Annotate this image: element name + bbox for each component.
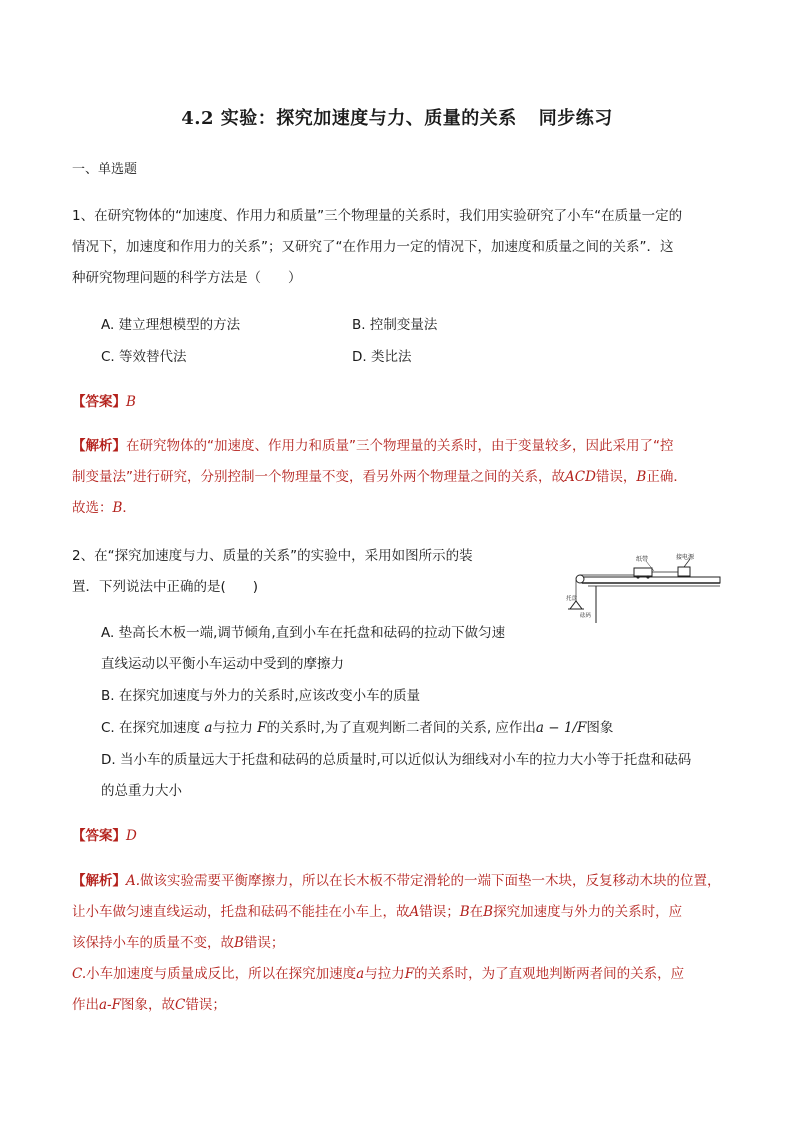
- analysis-italic: ACD: [565, 469, 596, 485]
- option-text: 图象: [586, 720, 614, 736]
- analysis-text: 错误；: [419, 904, 460, 920]
- analysis-text: 错误，: [595, 469, 637, 485]
- analysis-text: 故选：: [72, 500, 113, 516]
- q2-option-a: A. 垫高长木板一端,调节倾角,直到小车在托盘和砝码的拉动下做匀速: [101, 625, 506, 641]
- figure-label-power: 接电源: [676, 554, 695, 561]
- analysis-italic: A.: [126, 873, 141, 889]
- analysis-italic: B: [459, 904, 470, 920]
- q1-option-d: D. 类比法: [352, 349, 412, 365]
- answer-label: 【答案】: [72, 394, 126, 410]
- q2-option-d-cont: 的总重力大小: [101, 783, 182, 799]
- analysis-text: 错误；: [243, 935, 285, 951]
- q1-line-3: 种研究物理问题的科学方法是（ ）: [72, 270, 302, 286]
- analysis-text: ．: [122, 500, 136, 516]
- analysis-text: 该保持小车的质量不变，故: [72, 935, 234, 951]
- analysis-italic: C.: [72, 966, 87, 982]
- option-italic: F: [257, 720, 267, 736]
- q2-option-a-cont: 直线运动以平衡小车运动中受到的摩擦力: [101, 656, 344, 672]
- option-formula: a − 1/F: [535, 720, 587, 736]
- analysis-text: 错误；: [185, 997, 226, 1013]
- analysis-text: 图象，故: [120, 997, 175, 1013]
- analysis-text: 制变量法”进行研究，分别控制一个物理量不变，看另外两个物理量之间的关系，故: [72, 469, 565, 485]
- q2-analysis-line-2: [72, 900, 682, 920]
- q2-analysis-line-4: [72, 962, 684, 982]
- title-sub: 同步练习: [538, 108, 613, 129]
- analysis-text: 在研究物体的“加速度、作用力和质量”三个物理量的关系时，由于变量较多，因此采用了“控: [126, 438, 674, 454]
- title-main: 4.2 实验：探究加速度与力、质量的关系: [181, 108, 517, 129]
- q1-line-1: 1、在研究物体的“加速度、作用力和质量”三个物理量的关系时，我们用实验研究了小车“在质量一定的: [72, 208, 683, 224]
- analysis-text: 让小车做匀速直线运动，托盘和砝码不能挂在小车上，故: [72, 904, 410, 920]
- q1-analysis-line-3: [72, 496, 136, 516]
- cart-icon: [634, 568, 652, 576]
- option-italic: a: [204, 720, 213, 736]
- option-text: 的关系时,为了直观判断二者间的关系, 应作出: [266, 720, 536, 736]
- q2-option-c: [101, 716, 613, 736]
- analysis-text: 做该实验需要平衡摩擦力，所以在长木板不带定滑轮的一端下面垫一木块，反复移动木块的位置，: [140, 873, 721, 889]
- figure-label-tray: 托盘: [566, 596, 578, 602]
- analysis-text: 在: [469, 904, 484, 920]
- answer-label: 【答案】: [72, 828, 126, 844]
- q1-option-b: B. 控制变量法: [352, 317, 438, 333]
- q2-analysis-line-1: [72, 869, 721, 889]
- weight-icon: [570, 601, 582, 609]
- q2-answer: [72, 824, 137, 844]
- analysis-italic: C: [174, 997, 186, 1013]
- q1-line-2: 情况下，加速度和作用力的关系”；又研究了“在作用力一定的情况下，加速度和质量之间的关系”．这: [72, 239, 674, 255]
- analysis-label: 【解析】: [72, 438, 126, 454]
- wheel-icon: [636, 575, 639, 578]
- q2-option-b: B. 在探究加速度与外力的关系时,应该改变小车的质量: [101, 688, 421, 704]
- analysis-text: 与拉力: [364, 966, 405, 982]
- answer-value: D: [126, 828, 137, 844]
- apparatus-figure: [566, 553, 722, 623]
- q2-line-2: 置．下列说法中正确的是( ): [72, 579, 259, 595]
- analysis-text: 小车加速度与质量成反比，所以在探究加速度: [86, 966, 357, 982]
- section-heading: 一、单选题: [72, 162, 138, 177]
- q1-analysis-line-1: [72, 434, 673, 454]
- analysis-text: 正确．: [646, 469, 687, 485]
- timer-icon: [678, 567, 690, 576]
- pulley-icon: [576, 575, 584, 583]
- q1-option-c: C. 等效替代法: [101, 349, 187, 365]
- analysis-italic: a-F: [99, 997, 121, 1013]
- page-title: [0, 104, 794, 130]
- option-text: C. 在探究加速度: [101, 720, 205, 736]
- q2-line-1: 2、在“探究加速度与力、质量的关系”的实验中，采用如图所示的装: [72, 548, 473, 564]
- analysis-label: 【解析】: [72, 873, 126, 889]
- board-shape: [582, 577, 720, 583]
- analysis-italic: a: [356, 966, 365, 982]
- figure-label-weight: 砝码: [580, 613, 592, 619]
- q1-analysis-line-2: [72, 465, 687, 485]
- analysis-text: 作出: [72, 997, 99, 1013]
- figure-label-paper: 纸带: [636, 556, 649, 563]
- q1-option-a: A. 建立理想模型的方法: [101, 317, 241, 333]
- answer-value: B: [126, 394, 136, 410]
- analysis-italic: A: [409, 904, 420, 920]
- q2-analysis-line-5: [72, 993, 226, 1013]
- analysis-text: 的关系时，为了直观地判断两者间的关系，应: [414, 966, 685, 982]
- analysis-text: 探究加速度与外力的关系时，应: [493, 904, 683, 920]
- option-text: 与拉力: [212, 720, 258, 736]
- q1-answer: [72, 390, 136, 410]
- analysis-italic: B: [234, 935, 244, 951]
- analysis-italic: F: [404, 966, 415, 982]
- analysis-italic: B: [112, 500, 123, 516]
- analysis-italic: B: [483, 904, 494, 920]
- q2-option-d: D. 当小车的质量远大于托盘和砝码的总质量时,可以近似认为细线对小车的拉力大小等于托盘和砝码: [101, 752, 692, 768]
- wheel-icon: [646, 575, 649, 578]
- analysis-italic: B: [636, 469, 647, 485]
- q2-analysis-line-3: [72, 931, 284, 951]
